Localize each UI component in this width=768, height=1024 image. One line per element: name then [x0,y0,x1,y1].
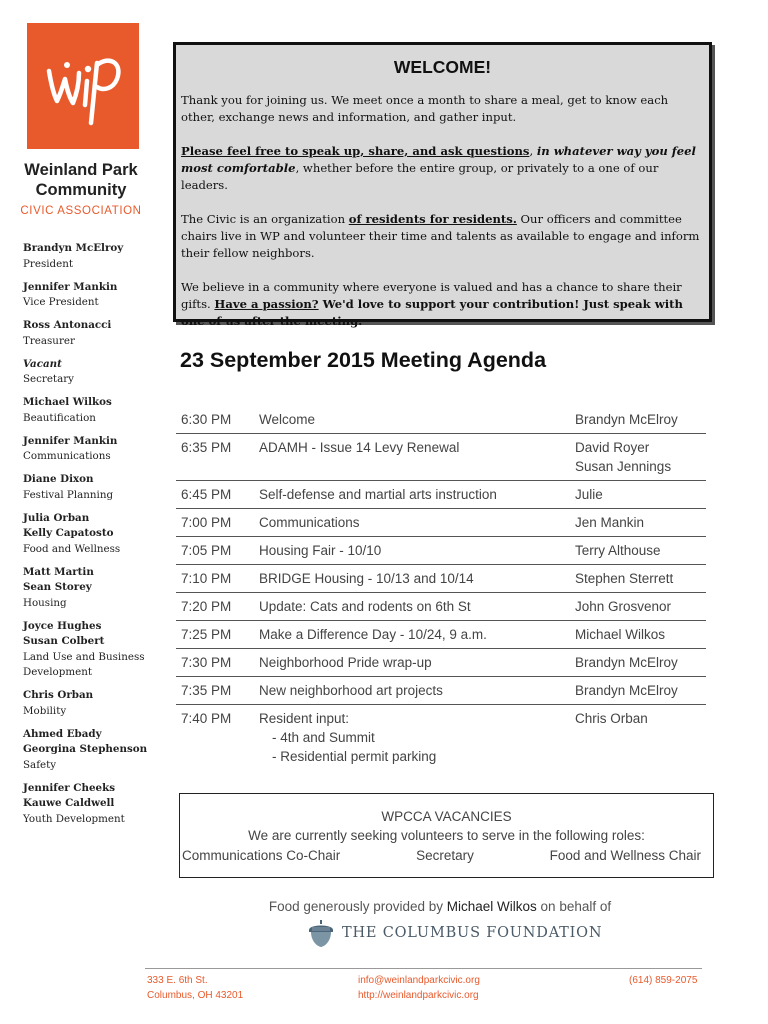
org-name-line2: Community [35,181,127,199]
presenter-name: Michael Wilkos [575,627,666,642]
officer-role: Communications [23,450,111,462]
officer-name: Kelly Capatosto [23,527,114,539]
sponsor-prefix: Food generously provided by [268,899,447,914]
agenda-row [176,677,706,705]
presenter-name: David Royer [575,440,650,455]
agenda-row [176,406,706,434]
agenda-item [259,541,575,560]
agenda-item-line: Communications [259,515,360,530]
agenda-presenter [575,625,706,644]
comma-text: , [529,144,537,158]
agenda-item-line: - 4th and Summit [272,730,375,745]
officer-name: Diane Dixon [23,473,94,485]
agenda-item-line: New neighborhood art projects [259,683,443,698]
agenda-presenter [575,681,706,700]
officer-name: Chris Orban [23,689,94,701]
vacancy-role: Secretary [416,848,474,863]
sponsor-suffix: on behalf of [536,899,612,914]
vacancies-subtitle: We are currently seeking volunteers to serve in the following roles: [248,828,645,843]
agenda-time: 7:20 PM [181,599,232,614]
vacancies-roles [180,846,713,866]
presenter-name: Brandyn McElroy [575,655,678,670]
presenter-name: John Grosvenor [575,599,672,614]
agenda-time: 7:05 PM [181,543,232,558]
agenda-item-line: BRIDGE Housing - 10/13 and 10/14 [259,571,474,586]
agenda-presenter [575,410,706,429]
agenda-time: 6:35 PM [181,440,232,455]
presenter-name: Terry Althouse [575,543,661,558]
officer-name: Brandyn McElroy [23,242,124,254]
officer-role: Youth Development [23,812,125,825]
presenter-name: Brandyn McElroy [575,412,678,427]
officer-role: President [23,257,73,270]
agenda-time: 7:25 PM [181,627,232,642]
agenda-item [259,625,575,644]
welcome-title: WELCOME! [393,57,492,77]
agenda-presenter [575,485,706,504]
paragraph-4-rest: We'd love to support your contribution! Just speak with one of us after the meeting. [181,297,683,328]
agenda-time: 7:30 PM [181,655,232,670]
officer-entry [23,434,163,465]
agenda-presenter [575,597,706,616]
agenda-presenter [575,513,706,532]
officer-entry [23,241,163,272]
agenda-time: 7:40 PM [181,711,232,726]
agenda-time: 6:30 PM [181,412,232,427]
agenda-item-line: - Residential permit parking [272,749,437,764]
agenda-presenter [575,438,706,476]
officer-list [23,241,163,835]
agenda-item-line: ADAMH - Issue 14 Levy Renewal [259,440,460,455]
officer-name: Ross Antonacci [23,319,112,331]
officer-role: Festival Planning [23,488,114,501]
agenda-row [176,705,706,770]
agenda-item-line: Update: Cats and rodents on 6th St [259,599,471,614]
officer-name: Julia Orban [23,511,90,524]
officer-name: Matt Martin [23,565,94,578]
org-name-line1: Weinland Park [24,161,138,179]
agenda-item-line: Welcome [259,412,316,427]
address-line-1: 333 E. 6th St. [147,975,208,986]
website-link[interactable]: http://weinlandparkcivic.org [358,990,479,1001]
paragraph-4-start: We believe in a community where everyone is valued and has a chance to share their gifts. [181,280,682,311]
footer-phone: (614) 859-2075 [629,975,698,986]
agenda-time: 7:35 PM [181,683,232,698]
presenter-name: Chris Orban [575,711,648,726]
foundation-name: THE COLUMBUS FOUNDATION [342,925,603,941]
agenda-table [176,406,706,770]
officer-role: Beautification [23,411,96,424]
officer-role: Food and Wellness [23,542,121,555]
acorn-icon [306,918,336,948]
welcome-paragraph-4 [181,279,704,330]
officer-entry [23,565,163,612]
agenda-presenter [575,541,706,560]
officer-role: Vice President [23,296,99,308]
agenda-item [259,681,575,700]
paragraph-3-start: The Civic is an organization [181,212,349,226]
presenter-name: Jen Mankin [575,515,645,530]
agenda-row [176,621,706,649]
officer-name: Jennifer Mankin [23,434,118,447]
presenter-name: Stephen Sterrett [575,571,674,586]
agenda-item-line: Make a Difference Day - 10/24, 9 a.m. [259,627,487,642]
officer-entry [23,472,163,503]
vacancies-box [179,793,714,878]
agenda-item [259,653,575,672]
welcome-paragraph-3 [181,211,704,262]
officer-name: Michael Wilkos [23,396,112,408]
officer-role: Safety [23,758,57,771]
wip-logo-icon [27,23,139,149]
agenda-time: 6:45 PM [181,487,232,502]
agenda-row [176,537,706,565]
comfortable-text: in whatever way you feel most comfortable [181,144,696,175]
agenda-item [259,513,575,532]
agenda-item [259,709,575,766]
welcome-paragraph-1: Thank you for joining us. We meet once a month to share a meal, get to know each other, exchange news and information, and gather input. [181,93,669,124]
officer-name: Jennifer Cheeks [23,781,116,794]
presenter-name: Brandyn McElroy [575,683,678,698]
org-name [14,160,148,200]
footer-contact [358,973,480,1003]
agenda-item-line: Resident input: [259,711,350,726]
agenda-row [176,649,706,677]
address-line-2: Columbus, OH 43201 [147,990,244,1001]
agenda-item [259,438,575,476]
org-logo [27,23,139,149]
officer-entry [23,511,163,558]
officer-entry [23,357,163,388]
officer-role: Housing [23,596,67,609]
agenda-item-line: Neighborhood Pride wrap-up [259,655,432,670]
agenda-item-line: Self-defense and martial arts instruction [259,487,497,502]
officer-entry [23,781,163,828]
officer-entry [23,619,163,681]
email-link[interactable]: info@weinlandparkcivic.org [358,975,480,986]
org-subtitle: CIVIC ASSOCIATION [20,205,142,217]
passion-text: Have a passion? [214,297,319,311]
paragraph-3-rest: Our officers and committee chairs live in WP and volunteer their time and talents as available to engage and inform their fellow neighbors. [181,212,700,260]
officer-role: Secretary [23,373,74,385]
agenda-presenter [575,653,706,672]
footer-divider [145,968,702,969]
officer-name: Susan Colbert [23,635,105,647]
officer-name: Ahmed Ebady [23,727,102,740]
agenda-row [176,509,706,537]
agenda-item [259,597,575,616]
agenda-title: 23 September 2015 Meeting Agenda [180,348,547,372]
officer-name: Sean Storey [23,581,92,593]
agenda-item [259,485,575,504]
officer-role: Land Use and Business Development [23,650,145,678]
sponsor-name: Michael Wilkos [446,899,537,914]
agenda-row [176,593,706,621]
officer-entry [23,688,163,719]
presenter-name: Julie [575,487,603,502]
officer-name: Georgina Stephenson [23,743,148,755]
officer-entry [23,280,163,311]
officer-name: Joyce Hughes [23,619,102,632]
speak-up-text: Please feel free to speak up, share, and ask questions [181,144,530,158]
welcome-box [173,42,712,328]
officer-role: Mobility [23,704,67,717]
paragraph-2-rest: , whether before the entire group, or privately to a one of our leaders. [181,161,659,192]
agenda-row [176,434,706,481]
sponsor-line [180,899,700,914]
agenda-row [176,565,706,593]
agenda-presenter [575,569,706,588]
officer-role: Treasurer [23,334,75,347]
residents-text: of residents for residents. [348,212,517,226]
footer-address [147,973,243,1003]
officer-entry [23,395,163,426]
vacancies-title: WPCCA VACANCIES [381,809,512,824]
agenda-item [259,569,575,588]
officer-name: Vacant [23,357,62,370]
vacancy-role: Communications Co-Chair [182,848,341,863]
officer-name: Kauwe Caldwell [23,797,115,809]
welcome-paragraph-2 [181,143,704,194]
columbus-foundation-logo [306,918,603,948]
agenda-item-line: Housing Fair - 10/10 [259,543,382,558]
officer-name: Jennifer Mankin [23,280,118,293]
vacancy-role: Food and Wellness Chair [549,848,701,863]
officer-entry [23,318,163,349]
agenda-time: 7:10 PM [181,571,232,586]
agenda-time: 7:00 PM [181,515,232,530]
agenda-presenter [575,709,706,766]
agenda-item [259,410,575,429]
agenda-row [176,481,706,509]
presenter-name: Susan Jennings [575,459,672,474]
officer-entry [23,727,163,774]
